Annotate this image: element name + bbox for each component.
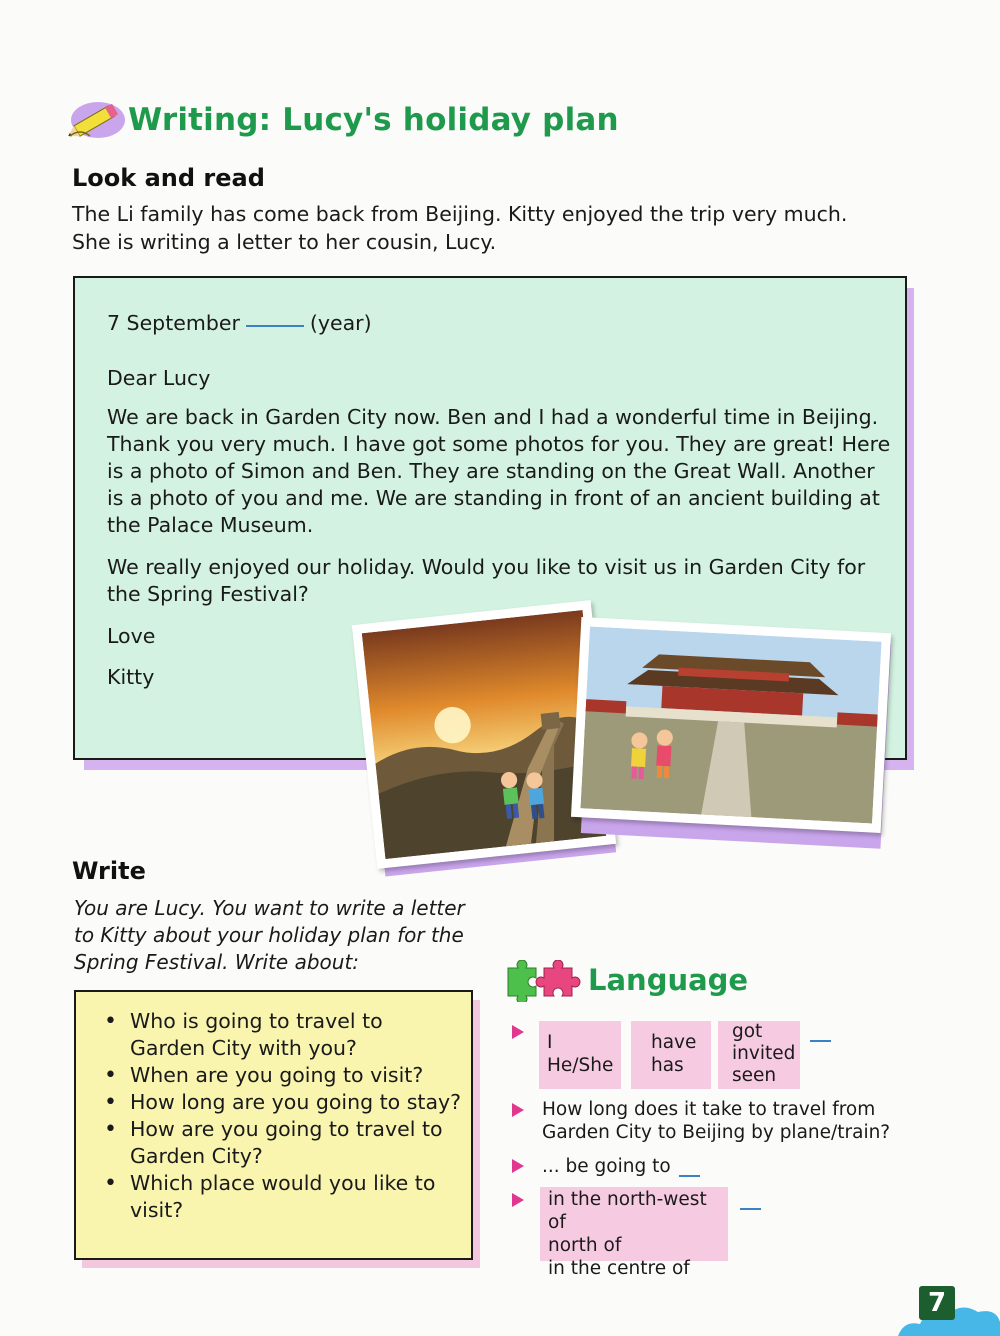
aux-has: has: [651, 1055, 684, 1076]
arrow-icon: [512, 1103, 524, 1117]
participle-got: got: [732, 1021, 763, 1042]
write-instructions: You are Lucy. You want to write a letter to Kitty about your holiday plan for the Spring Festival. Write about:: [74, 896, 465, 974]
question-list-box: [74, 990, 473, 1260]
arrow-icon: [512, 1159, 524, 1173]
arrow-icon: [512, 1193, 524, 1207]
direction-north: north of: [548, 1235, 622, 1256]
answer-blank: [740, 1208, 761, 1210]
how-long-line-2: Garden City to Beijing by plane/train?: [542, 1122, 891, 1143]
question-item: • Who is going to travel to Garden City with you?: [102, 1008, 461, 1062]
look-and-read-heading: Look and read: [72, 164, 265, 192]
answer-blank: [679, 1175, 700, 1177]
direction-centre: in the centre of: [548, 1258, 690, 1279]
intro-text: The Li family has come back from Beijing. Kitty enjoyed the trip very much. She is writing a letter to her cousin, Lucy.: [72, 202, 848, 254]
date-prefix: 7 September: [107, 311, 240, 335]
subject-i: I: [547, 1032, 553, 1053]
letter-closing: Love: [107, 624, 156, 648]
auxiliary-box: [631, 1021, 711, 1089]
letter-signature: Kitty: [107, 665, 155, 689]
subject-box: [539, 1021, 621, 1089]
participle-invited: invited: [732, 1043, 796, 1064]
aux-have: have: [651, 1032, 697, 1053]
direction-north-west: in the north-west of: [548, 1189, 707, 1233]
question-item: • When are you going to visit?: [102, 1062, 461, 1089]
participle-seen: seen: [732, 1065, 777, 1086]
question-item: • How are you going to travel to Garden City?: [102, 1116, 461, 1170]
page-number: 7: [919, 1286, 955, 1320]
letter-greeting: Dear Lucy: [107, 366, 211, 390]
question-list: [102, 1008, 461, 1224]
how-long-line-1: How long does it take to travel from: [542, 1099, 876, 1120]
letter-date: [107, 310, 372, 337]
write-heading: Write: [72, 857, 146, 885]
year-blank: [246, 325, 304, 327]
puzzle-icon: [504, 960, 582, 1002]
language-heading: Language: [588, 963, 749, 997]
answer-blank: [810, 1040, 831, 1042]
direction-box: [540, 1187, 728, 1279]
pencil-icon: [66, 96, 126, 142]
letter-paragraph-2: We really enjoyed our holiday. Would you like to visit us in Garden City for the Spring Festival?: [107, 555, 866, 606]
question-item: • Which place would you like to visit?: [102, 1170, 461, 1224]
arrow-icon: [512, 1025, 524, 1039]
question-item: • How long are you going to stay?: [102, 1089, 461, 1116]
date-suffix: (year): [309, 311, 372, 335]
page-title: Writing: Lucy's holiday plan: [128, 102, 619, 138]
be-going-to: ... be going to: [542, 1156, 671, 1177]
subject-he-she: He/She: [547, 1055, 614, 1076]
letter-paragraph-1: We are back in Garden City now. Ben and I had a wonderful time in Beijing. Thank you very much. I have got some photos for you. They are great! Here is a photo of Simon and Ben. They are standing on the Great Wall. Another is a photo of you and me. We are standing in front of an ancient building at the Palace Museum.: [107, 405, 891, 537]
participle-box: [718, 1021, 800, 1089]
palace-museum-photo: [571, 617, 891, 833]
